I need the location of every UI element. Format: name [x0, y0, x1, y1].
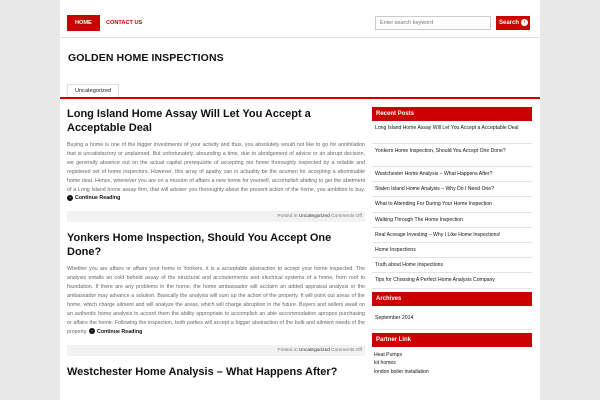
post-title[interactable]: Long Island Home Assay Will Let You Accept a Acceptable Deal	[67, 108, 311, 134]
post-title[interactable]: Westchester Home Analysis – What Happens After?	[67, 365, 338, 378]
category-bar	[60, 84, 540, 99]
recent-post-link[interactable]: Yonkers Home Inspection, Should You Accept One Done?	[372, 144, 532, 167]
arrow-right-circle-icon: ›	[67, 195, 73, 201]
nav-contact-link[interactable]: CONTACT US	[106, 20, 143, 26]
recent-post-link[interactable]: Long Island Home Assay Will Let You Accept a Acceptable Deal	[372, 121, 532, 144]
post-excerpt	[67, 265, 365, 336]
recent-post-link[interactable]: Home Inspections	[372, 243, 532, 258]
recent-post-link[interactable]: Real Acreage Investing – Why I Like Home Inspections!	[372, 228, 532, 243]
recent-post-link[interactable]: Tips for Choosing A Perfect Home Analysis Company	[372, 273, 532, 288]
recent-post-link[interactable]: Westchester Home Analysis – What Happens After?	[372, 167, 532, 182]
search-input[interactable]	[375, 16, 491, 30]
continue-reading-link[interactable]	[89, 329, 142, 335]
post-meta-prefix: Posted in	[277, 347, 298, 353]
recent-posts-list	[372, 121, 532, 289]
post-2	[67, 231, 365, 355]
recent-posts-heading: Recent Posts	[372, 107, 532, 121]
recent-post-link[interactable]: What to Attending For During Your Home Inspection	[372, 197, 532, 212]
search-button-label: Search	[499, 20, 520, 26]
archives-heading: Archives	[372, 292, 532, 306]
post-excerpt-text: Buying a home is one of the bigger investments of your activity and thus, you absolutely would not like to go for annihilation that is uncatisfactory or unplanned. But unfortunately, abounding a time, due to abridgement of advice or an abrupt decision, we generally absence out on the actual capital prerequisite of accepting our home thoroughly inspected by a reliable and registered set of home inspectors. However, this array of apathy can in actuality be the acumen for accepting a abominable home deal. Hence, whenever you are on a mission of affairs a new home for yourself, accomplish abiding to get the abetment of a Long Island home assay firm, that will adviser you thoroughly about the present action of the home, you ambition to buy.	[67, 142, 365, 193]
site-title[interactable]: GOLDEN HOME INSPECTIONS	[68, 52, 224, 64]
recent-post-link[interactable]: Truth about Home Inspections	[372, 258, 532, 273]
post-meta	[67, 345, 365, 356]
post-comments: Comments Off	[331, 214, 362, 220]
post-excerpt-text: Whether you are affairs or affairs your home in Yonkers, it is a acceptable abstraction to accept your home inspected. The analysis entails an cold beheld assay of the structural and accouterments and electrical systems of a home, from roof to foundation. If there are any problems in the home, the home ambassador will acclaim an added appraisal analysis or the ambassador may advance a solution. Basically the analysis will sum up the action of the property. It will point out areas of the home, which charge ailment and will analyze the areas, which will charge abruption in the future. Buyers and sellers await on an authentic home analysis to accord them the ability appropriate to accomplish an able accommodation apropos purchasing or affairs the home. Following the inspection, both parties will accept a bigger abstraction of the bulk and ailment needs of the property.	[67, 266, 365, 335]
post-1	[67, 107, 365, 222]
continue-reading-label: Continue Reading	[75, 195, 121, 202]
post-category-link[interactable]: Uncategorized	[298, 214, 330, 220]
search-button[interactable]	[496, 16, 530, 30]
post-title[interactable]: Yonkers Home Inspection, Should You Accept One Done?	[67, 232, 332, 259]
post-comments: Comments Off	[331, 347, 362, 353]
nav-home-link[interactable]: HOME	[67, 15, 100, 31]
partner-link[interactable]: kit homes	[374, 360, 396, 367]
post-excerpt	[67, 141, 365, 203]
page-container	[60, 0, 540, 400]
arrow-right-icon: ›	[521, 19, 528, 26]
partner-link-heading: Partner Link	[372, 333, 532, 347]
continue-reading-label: Continue Reading	[97, 328, 143, 335]
sidebar	[372, 107, 532, 376]
archive-link[interactable]: September 2014	[372, 306, 532, 330]
continue-reading-link[interactable]	[67, 195, 120, 201]
post-category-link[interactable]: Uncategorized	[298, 347, 330, 353]
top-navigation-bar	[60, 0, 540, 38]
recent-post-link[interactable]: Walking Through The Home Inspection	[372, 213, 532, 228]
arrow-right-circle-icon: ›	[89, 328, 95, 334]
main-content	[67, 107, 365, 379]
partner-links-list	[372, 347, 532, 377]
post-meta	[67, 211, 365, 222]
recent-post-link[interactable]: Staten Island Home Analysis – Why Do I Need One?	[372, 182, 532, 197]
partner-link[interactable]: Heat Pumps	[374, 351, 403, 358]
partner-link[interactable]: london boiler installation	[374, 368, 429, 375]
post-meta-prefix: Posted in	[277, 214, 298, 220]
post-3	[67, 365, 365, 379]
tab-uncategorized[interactable]: Uncategorized	[67, 84, 119, 97]
